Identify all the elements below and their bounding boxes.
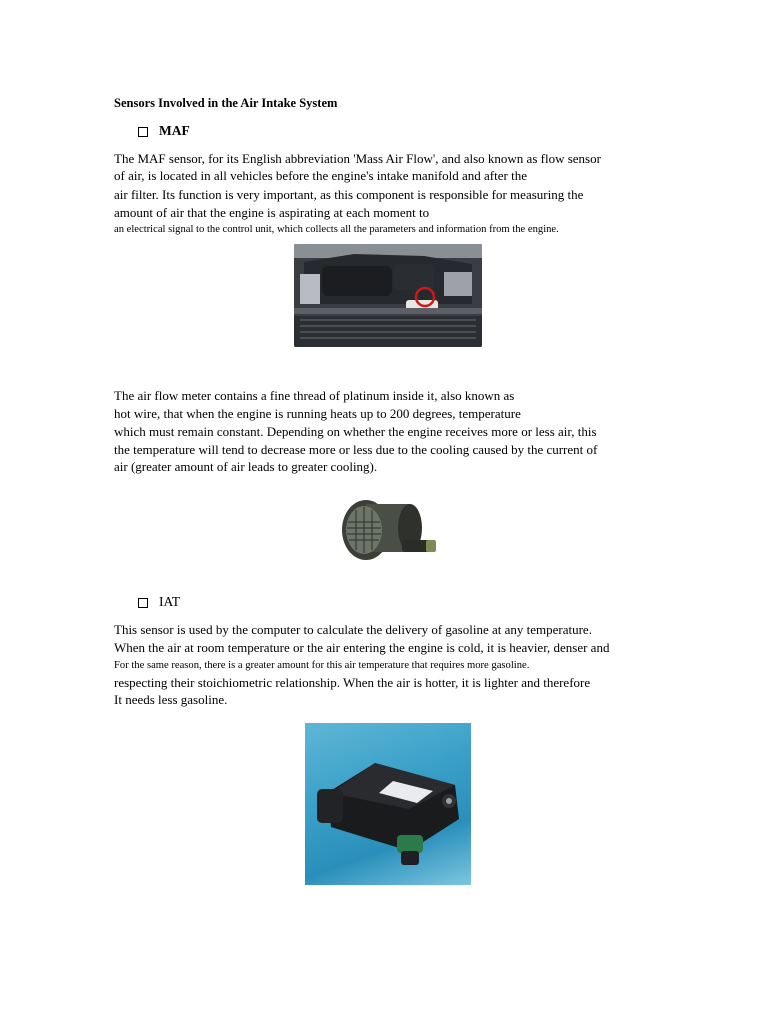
paragraph-line: It needs less gasoline. (114, 692, 228, 707)
section-bullet-iat (138, 594, 180, 610)
paragraph-line: hot wire, that when the engine is running heats up to 200 degrees, temperature (114, 406, 521, 421)
paragraph-line: air (greater amount of air leads to greater cooling). (114, 459, 378, 474)
paragraph-line: amount of air that the engine is aspirating at each moment to (114, 205, 430, 220)
paragraph-line: The air flow meter contains a fine thread of platinum inside it, also known as (114, 388, 515, 403)
maf-sensor-image (330, 478, 440, 578)
section-bullet-maf (138, 123, 190, 139)
iat-sensor-illustration (305, 723, 471, 885)
paragraph-line: This sensor is used by the computer to calculate the delivery of gasoline at any temperature. (114, 622, 592, 637)
maf-sensor-illustration (330, 478, 440, 578)
paragraph-line: which must remain constant. Depending on whether the engine receives more or less air, this (114, 424, 597, 439)
paragraph-line: an electrical signal to the control unit, which collects all the parameters and information from the engine. (114, 224, 559, 235)
page-title: Sensors Involved in the Air Intake System (114, 96, 338, 110)
paragraph-line: air filter. Its function is very important, as this component is responsible for measuring the (114, 187, 584, 202)
paragraph-line: The MAF sensor, for its English abbreviation 'Mass Air Flow', and also known as flow sensor (114, 151, 601, 166)
paragraph-line: respecting their stoichiometric relationship. When the air is hotter, it is lighter and therefore (114, 675, 591, 690)
bullet-box-icon (138, 598, 148, 608)
paragraph-line: the temperature will tend to decrease more or less due to the cooling caused by the current of (114, 442, 598, 457)
engine-bay-illustration (294, 244, 482, 347)
engine-bay-image (294, 244, 482, 347)
section-heading-maf: MAF (159, 123, 190, 138)
paragraph-line: of air, is located in all vehicles before the engine's intake manifold and after the (114, 168, 527, 183)
paragraph-line: When the air at room temperature or the air entering the engine is cold, it is heavier, denser and (114, 640, 610, 655)
paragraph-line: For the same reason, there is a greater amount for this air temperature that requires more gasoline. (114, 660, 530, 671)
bullet-box-icon (138, 127, 148, 137)
section-heading-iat: IAT (159, 594, 180, 609)
iat-sensor-image (305, 723, 471, 885)
